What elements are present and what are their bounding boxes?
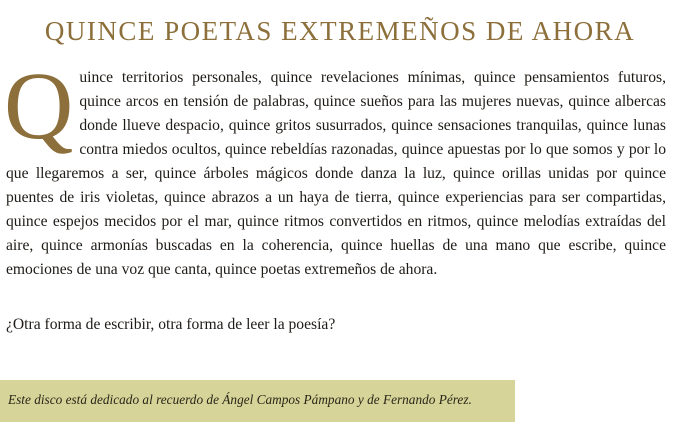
dedication-box (0, 380, 515, 422)
dedication-text: Este disco está dedicado al recuerdo de Ángel Campos Pámpano y de Fernando Pérez. (8, 392, 472, 407)
paragraph-text: uince territorios personales, quince revelaciones mínimas, quince pensamientos futuros, quince arcos en tensión de palabras, quince sueños para las mujeres nuevas, quince albercas donde llueve despacio, quince gritos susurrados, quince sensaciones tranquilas, quince lunas contra miedos ocultos, quince rebeldías razonadas, quince apuestas por lo que somos y por lo que llegaremos a ser, quince árboles mágicos donde danza la luz, quince orillas unidas por quince puentes de iris violetas, quince abrazos a un haya de tierra, quince experiencias para ser compartidas, quince espejos mecidos por el mar, quince ritmos convertidos en ritmos, quince melodías extraídas del aire, quince armonías buscadas en la coherencia, quince huellas de una mano que escribe, quince emociones de una voz que canta, quince poetas extremeños de ahora. (6, 69, 666, 278)
intro-paragraph (4, 52, 666, 282)
page-title: QUINCE POETAS EXTREMEÑOS DE AHORA (44, 16, 636, 46)
drop-cap: Q (4, 52, 74, 159)
closing-question: ¿Otra forma de escribir, otra forma de leer la poesía? (6, 316, 336, 333)
